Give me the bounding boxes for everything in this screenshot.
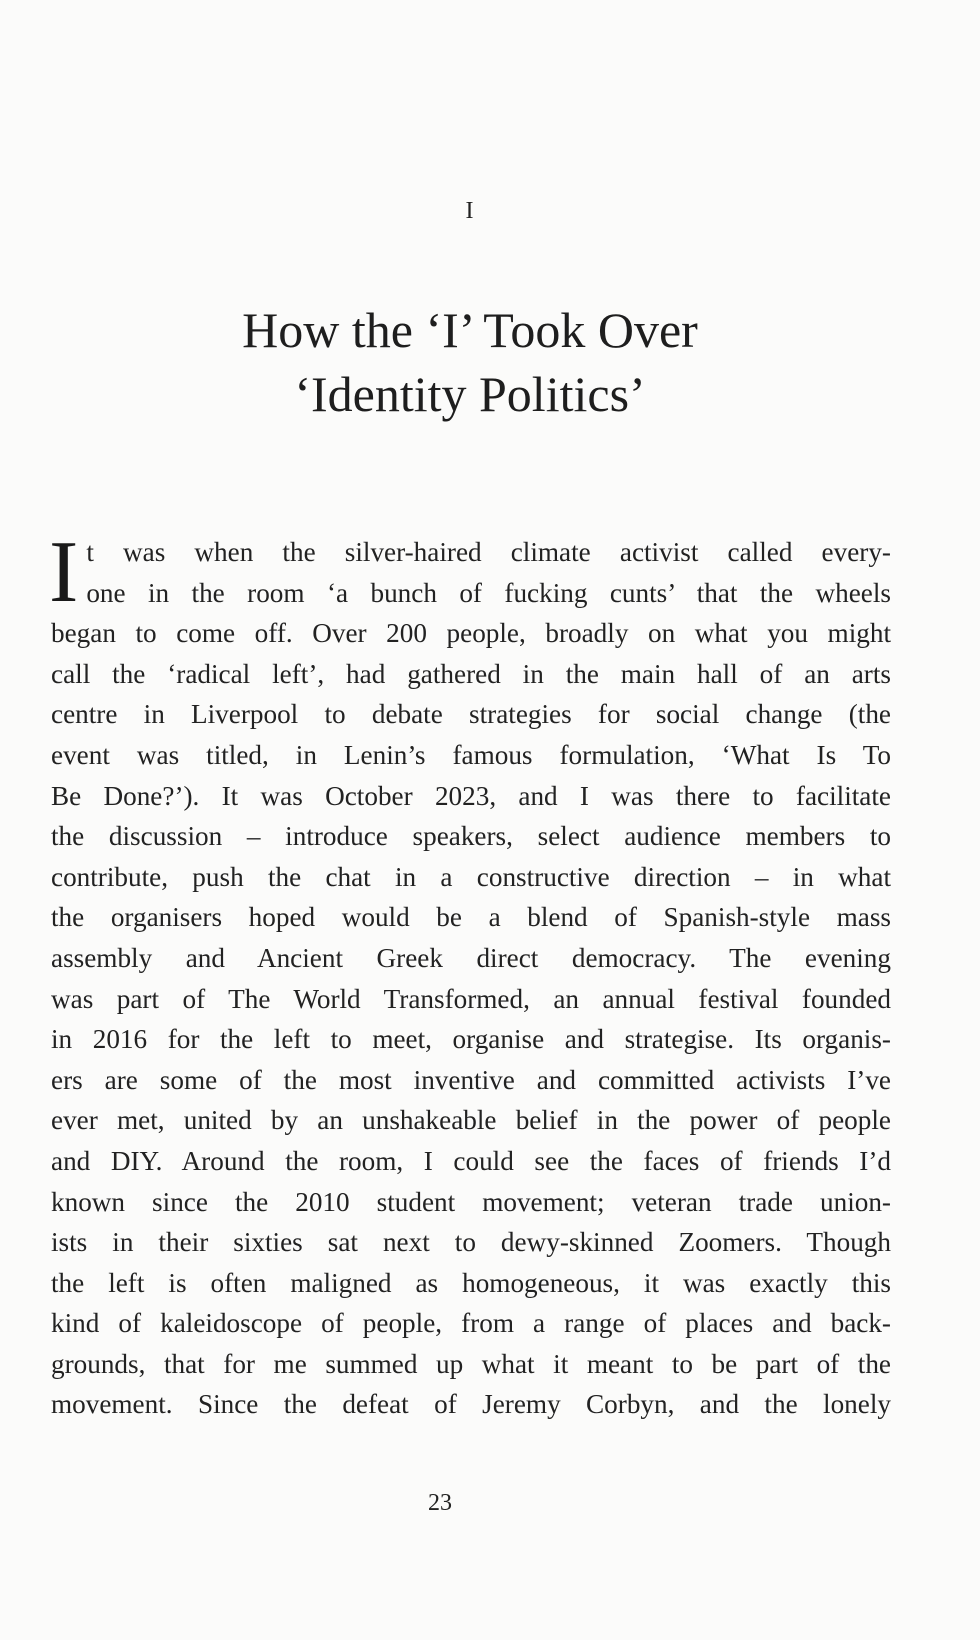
text-line: contribute, push the chat in a constructive direction – in what (51, 861, 891, 892)
text-line: was part of The World Transformed, an annual festival founded (51, 983, 891, 1014)
chapter-title-line-2: ‘Identity Politics’ (294, 366, 646, 422)
chapter-title (0, 298, 940, 426)
text-line: in 2016 for the left to meet, organise and strategise. Its organis- (51, 1024, 891, 1055)
text-line: centre in Liverpool to debate strategies for social change (the (51, 699, 891, 730)
text-line: call the ‘radical left’, had gathered in the main hall of an arts (51, 658, 891, 689)
text-line: and DIY. Around the room, I could see the faces of friends I’d (51, 1145, 891, 1176)
page-number: 23 (428, 1490, 452, 1516)
text-line: ever met, united by an unshakeable belief in the power of people (51, 1105, 891, 1136)
text-line: Be Done?’). It was October 2023, and I was there to facilitate (51, 780, 891, 811)
text-line: the left is often maligned as homogeneous, it was exactly this (51, 1267, 891, 1298)
text-line: the organisers hoped would be a blend of Spanish-style mass (51, 902, 891, 933)
text-line: the discussion – introduce speakers, select audience members to (51, 821, 891, 852)
chapter-title-line-1: How the ‘I’ Took Over (242, 302, 698, 358)
text-line: ers are some of the most inventive and committed activists I’ve (51, 1064, 891, 1095)
text-line: known since the 2010 student movement; veteran trade union- (51, 1186, 891, 1217)
text-line: event was titled, in Lenin’s famous formulation, ‘What Is To (51, 739, 891, 770)
drop-cap: I (49, 524, 79, 621)
text-line: ists in their sixties sat next to dewy-skinned Zoomers. Though (51, 1227, 891, 1258)
body-text (49, 524, 891, 1425)
text-line: grounds, that for me summed up what it meant to be part of the (51, 1348, 891, 1379)
text-line: began to come off. Over 200 people, broadly on what you might (51, 618, 891, 649)
text-line: kind of kaleidoscope of people, from a range of places and back- (51, 1308, 891, 1339)
text-line: assembly and Ancient Greek direct democracy. The evening (51, 942, 891, 973)
text-line: one in the room ‘a bunch of fucking cunts’ that the wheels (86, 577, 891, 608)
chapter-number: I (465, 198, 475, 224)
text-line: movement. Since the defeat of Jeremy Corbyn, and the lonely (51, 1389, 891, 1420)
text-line: t was when the silver-haired climate activist called every- (86, 537, 891, 567)
